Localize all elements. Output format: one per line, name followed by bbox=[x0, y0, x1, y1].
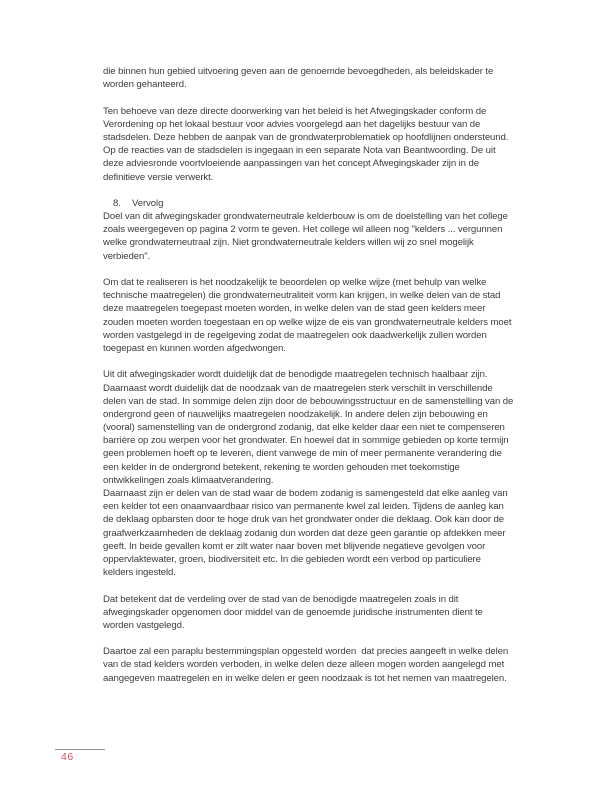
text-line: technische maatregelen) die grondwaterneutraliteit vorm kan krijgen, in welke delen van de stad bbox=[103, 290, 501, 302]
paragraph bbox=[103, 593, 521, 633]
text-line: graafwerkzaamheden de deklaag zodanig dun worden dat deze geen garantie op afdekken meer bbox=[103, 527, 506, 539]
text-line: delen van de stad. In sommige delen zijn door de bebouwingsstructuur en de samenstelling van de bbox=[103, 395, 514, 407]
section-heading bbox=[103, 197, 521, 210]
text-line: Doel van dit afwegingskader grondwaterneutrale kelderbouw is om de doelstelling van het college bbox=[103, 211, 508, 223]
text-line: worden vastgelegd. bbox=[103, 619, 185, 631]
text-line: kelders ingesteld. bbox=[103, 567, 176, 579]
text-line: toegepast en kunnen worden afgedwongen. bbox=[103, 342, 286, 354]
text-line: barrière op zou werpen voor het grondwater. En hoewel dat in sommige gebieden op korte termijn bbox=[103, 435, 509, 447]
text-line: worden vastgelegd in de regelgeving zodat de maatregelen ook daadwerkelijk zullen worden bbox=[103, 329, 487, 341]
text-line: Uit dit afwegingskader wordt duidelijk dat de benodigde maatregelen technisch haalbaar zijn. bbox=[103, 369, 488, 381]
text-line: deze maatregelen toegepast moeten worden, in welke delen van de stad geen kelders meer bbox=[103, 303, 486, 315]
text-line: zoals weergegeven op pagina 2 vorm te geven. Het college wil alleen nog "kelders ... vergunnen bbox=[103, 224, 503, 236]
text-line: die binnen hun gebied uitvoering geven aan de genoemde bevoegdheden, als beleidskader te bbox=[103, 66, 494, 77]
page-body bbox=[103, 65, 521, 698]
text-line: afwegingskader opgenomen door middel van de genoemde juridische instrumenten dient te bbox=[103, 606, 483, 618]
text-line: ontwikkelingen zoals klimaatverandering. bbox=[103, 474, 274, 486]
text-line: een kelder in de ondergrond betekent, rekening te worden gehouden met toekomstige bbox=[103, 461, 460, 473]
text-line: stadsdelen. Deze hebben de aanpak van de grondwaterproblematiek op hoofdlijnen ondersteund. bbox=[103, 131, 509, 143]
text-line: verbieden". bbox=[103, 250, 151, 262]
text-line: (vooral) samenstelling van de ondergrond zodanig, dat elke kelder daar een niet te compenseren bbox=[103, 422, 505, 434]
paragraph bbox=[103, 368, 521, 579]
text-line: Ten behoeve van deze directe doorwerking van het beleid is het Afwegingskader conform de bbox=[103, 105, 487, 117]
text-line: de deklaag opbarsten door te hoge druk van het grondwater onder die deklaag. Ook kan door de bbox=[103, 514, 504, 526]
paragraph bbox=[103, 645, 521, 685]
text-line: van de stad kelders worden verboden, in welke delen deze alleen mogen worden aangelegd met bbox=[103, 659, 505, 671]
text-line: een kelder tot een onaanvaardbaar risico van permanente kwel zal leiden. Tijdens de aanleg kan bbox=[103, 501, 504, 513]
text-line: Verordening op het lokaal bestuur voor advies voorgelegd aan het dagelijks bestuur van de bbox=[103, 118, 481, 130]
text-line: Daartoe zal een paraplu bestemmingsplan opgesteld worden dat precies aangeeft in welke delen bbox=[103, 646, 509, 658]
text-line: deze adviesronde voortvloeiende aanpassingen van het concept Afwegingskader zijn in de bbox=[103, 158, 479, 170]
text-line: geen problemen hoeft op te leveren, dient vanwege de min of meer permanente verandering die bbox=[103, 448, 502, 460]
paragraph bbox=[103, 276, 521, 355]
text-line: oppervlaktewater, groen, biodiversiteit etc. In die gebieden wordt een verbod op particuliere bbox=[103, 553, 481, 565]
paragraph bbox=[103, 65, 521, 91]
text-line: definitieve versie verwerkt. bbox=[103, 171, 214, 183]
text-line: Om dat te realiseren is het noodzakelijk te beoordelen op welke wijze (met behulp van welke bbox=[103, 277, 487, 288]
text-line: ondergrond geen of nauwelijks maatregelen noodzakelijk. In andere delen zijn bebouwing en bbox=[103, 408, 488, 420]
footer-rule bbox=[55, 749, 105, 750]
text-line: aangegeven maatregelen en in welke delen er geen noodzaak is tot het nemen van maatregelen. bbox=[103, 672, 507, 684]
text-line: Daarnaast wordt duidelijk dat de noodzaak van de maatregelen sterk verschilt in verschillende bbox=[103, 382, 493, 394]
text-line: Daarnaast zijn er delen van de stad waar de bodem zodanig is samengesteld dat elke aanleg van bbox=[103, 488, 508, 499]
section-title: Vervolg bbox=[132, 197, 164, 209]
paragraph bbox=[103, 105, 521, 184]
paragraph bbox=[103, 210, 521, 263]
text-line: welke grondwaterneutraal zijn. Niet grondwaterneutrale kelders willen wij zo snel mogelijk bbox=[103, 237, 474, 249]
section-number: 8. bbox=[113, 197, 121, 209]
text-line: worden gehanteerd. bbox=[103, 79, 187, 91]
text-line: Dat betekent dat de verdeling over de stad van de benodigde maatregelen zoals in dit bbox=[103, 593, 459, 605]
text-line: zouden moeten worden toegestaan en op welke wijze de eis van grondwaterneutrale kelders moet bbox=[103, 316, 512, 328]
text-line: geeft. In beide gevallen komt er zilt water naar boven met blijvende negatieve gevolgen voor bbox=[103, 540, 486, 552]
text-line: Op de reacties van de stadsdelen is ingegaan in een separate Nota van Beantwoording. De uit bbox=[103, 145, 496, 157]
page-number: 46 bbox=[61, 751, 74, 763]
